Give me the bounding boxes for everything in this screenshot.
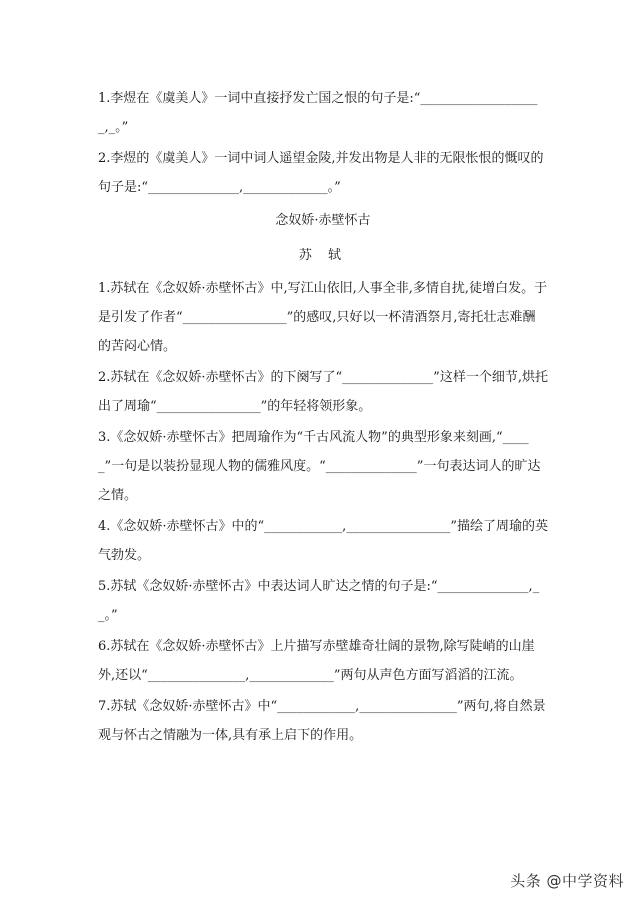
poem-title: 念奴娇·赤壁怀古 — [275, 213, 371, 228]
question-poem-7: 7.苏轼《念奴娇·赤壁怀古》中“____________,_______________”两句,将自然景观与怀古之情融为一体,具有承上启下的作用。 — [98, 699, 546, 743]
poem-author: 苏 轼 — [298, 248, 348, 263]
watermark: 头条 @中学资料 — [510, 872, 624, 890]
question-top-2: 2.李煜的《虞美人》一词中词人遥望金陵,并发出物是人非的无限怅恨的慨叹的句子是:“______________,_____________。” — [98, 151, 544, 195]
question-poem-3: 3.《念奴娇·赤壁怀古》把周瑜作为“千古风流人物”的典型形象来刻画,“_____”一句是以装扮显现人物的儒雅风度。“______________”一句表达词人的旷达之情。 — [98, 430, 541, 503]
question-poem-2: 2.苏轼在《念奴娇·赤壁怀古》的下阕写了“______________”这样一个细节,烘托出了周瑜“________________”的年轻将领形象。 — [98, 370, 548, 414]
worksheet-content — [98, 84, 548, 752]
question-poem-5: 5.苏轼《念奴娇·赤壁怀古》中表达词人旷达之情的句子是:“______________,__。” — [98, 579, 540, 623]
question-poem-4: 4.《念奴娇·赤壁怀古》中的“____________,________________”描绘了周瑜的英气勃发。 — [98, 519, 548, 563]
question-poem-6: 6.苏轼在《念奴娇·赤壁怀古》上片描写赤壁雄奇壮阔的景物,除写陡峭的山崖外,还以“_______________,_____________”两句从声色方面写滔滔的江流。 — [98, 639, 535, 683]
question-top-1: 1.李煜在《虞美人》一词中直接抒发亡国之恨的句子是:“___________________,_。” — [98, 91, 538, 135]
question-poem-1: 1.苏轼在《念奴娇·赤壁怀古》中,写江山依旧,人事全非,多情自扰,徒增白发。于是引发了作者“________________”的感叹,只好以一杯清酒祭月,寄托壮志难酬的苦闷心情。 — [98, 281, 548, 354]
